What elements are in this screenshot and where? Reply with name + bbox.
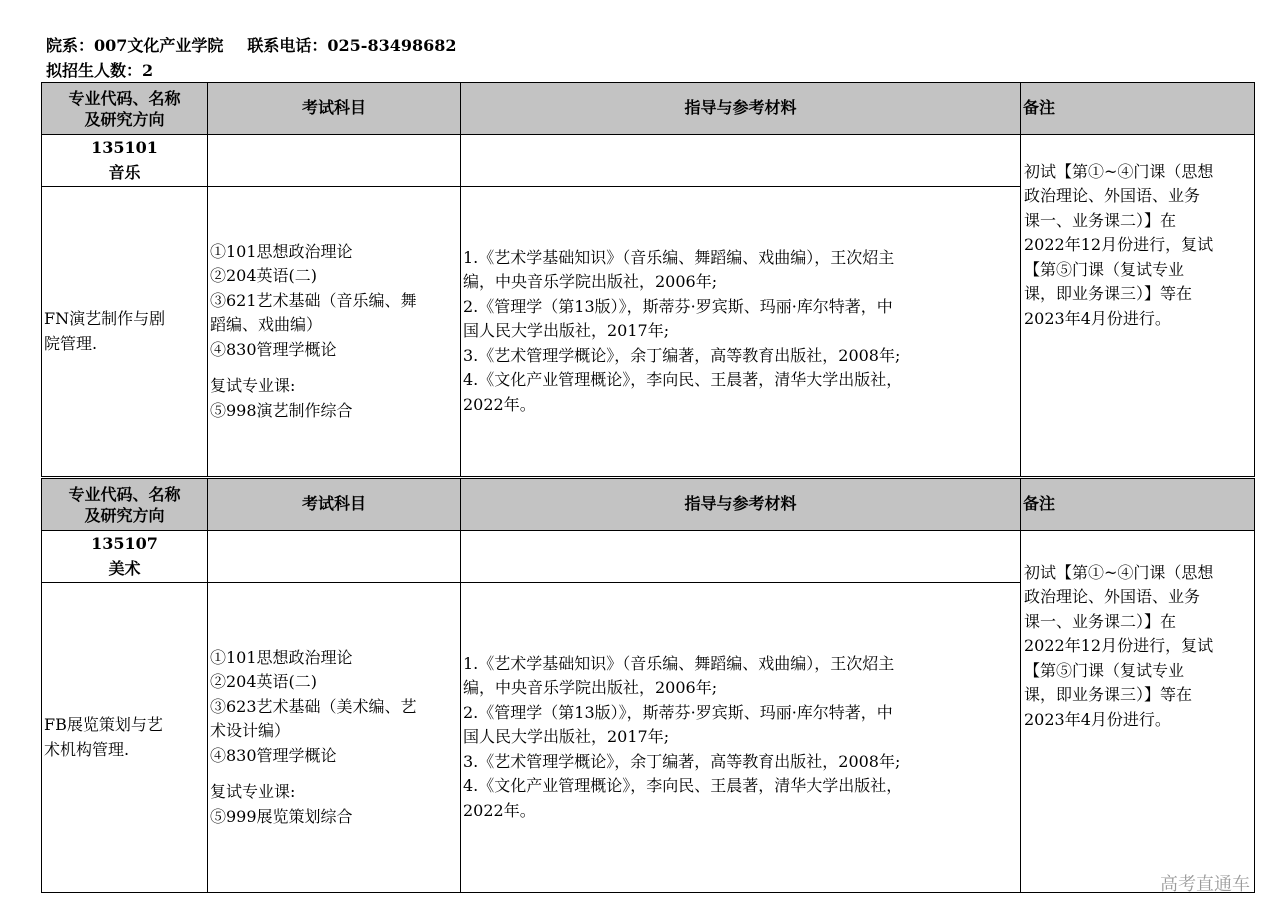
major-code-cell (42, 135, 208, 187)
remarks-cell (1021, 135, 1255, 477)
column-header-remarks: 备注 (1021, 83, 1255, 135)
exam-subject: ③621艺术基础（音乐编、舞 (210, 290, 417, 310)
reference-materials-cell (461, 187, 1021, 477)
exam-subject: ④830管理学概论 (210, 339, 337, 359)
column-header-major-line: 及研究方向 (84, 505, 165, 525)
exam-subjects-cell (208, 583, 461, 893)
watermark-text: 高考直通车 (1160, 874, 1250, 895)
column-header-subjects: 考试科目 (208, 479, 461, 531)
major-row (42, 531, 1255, 583)
column-header-major (42, 479, 208, 531)
major-name: 美术 (108, 558, 141, 578)
major-code-cell (42, 531, 208, 583)
remarks-line: 课，即业务课三）】等在 (1024, 284, 1193, 304)
column-header-major-line: 专业代码、名称 (68, 484, 181, 504)
department-label: 院系：007文化产业学院 (46, 36, 224, 55)
dept-phone-line (46, 36, 457, 56)
exam-subjects-cell (208, 187, 461, 477)
remarks-line: 2022年12月份进行，复试 (1024, 636, 1214, 656)
remarks-line: 【第⑤门课（复试专业 (1024, 259, 1185, 279)
retest-subject: ⑤998演艺制作综合 (210, 400, 353, 420)
table-header-row (42, 83, 1255, 135)
reference-material-line: 1.《艺术学基础知识》（音乐编、舞蹈编、戏曲编），王次炤主 (463, 653, 895, 673)
column-header-major-line: 及研究方向 (84, 109, 165, 129)
reference-material-line: 编，中央音乐学院出版社，2006年; (463, 678, 718, 698)
reference-material-line: 2.《管理学（第13版）》，斯蒂芬·罗宾斯、玛丽·库尔特著，中 (463, 296, 893, 316)
column-header-major-line: 专业代码、名称 (68, 88, 181, 108)
enrollment-quota: 拟招生人数：2 (46, 61, 154, 80)
column-header-remarks: 备注 (1021, 479, 1255, 531)
exam-subject: ④830管理学概论 (210, 745, 337, 765)
remarks-line: 初试【第①~④门课（思想 (1024, 161, 1214, 181)
remarks-line: 【第⑤门课（复试专业 (1024, 660, 1185, 680)
remarks-line: 2023年4月份进行。 (1024, 709, 1171, 729)
reference-material-line: 3.《艺术管理学概论》，余丁编著，高等教育出版社，2008年; (463, 345, 901, 365)
remarks-line: 课一、业务课二）】在 (1024, 611, 1177, 631)
exam-subject: ①101思想政治理论 (210, 647, 353, 667)
empty-cell (461, 135, 1021, 187)
retest-subject: ⑤999展览策划综合 (210, 806, 353, 826)
phone-label: 联系电话：025-83498682 (247, 36, 457, 55)
exam-subject: ③623艺术基础（美术编、艺 (210, 696, 417, 716)
remarks-line: 2023年4月份进行。 (1024, 308, 1171, 328)
exam-subject: ①101思想政治理论 (210, 241, 353, 261)
research-direction-cell (42, 187, 208, 477)
research-direction-cell (42, 583, 208, 893)
reference-material-line: 4.《文化产业管理概论》，李向民、王晨著，清华大学出版社， (463, 776, 903, 796)
remarks-line: 课一、业务课二）】在 (1024, 210, 1177, 230)
research-direction-line: 院管理. (44, 333, 98, 353)
reference-material-line: 编，中央音乐学院出版社，2006年; (463, 272, 718, 292)
major-name: 音乐 (108, 162, 141, 182)
remarks-line: 课，即业务课三）】等在 (1024, 685, 1193, 705)
retest-label: 复试专业课: (210, 782, 296, 802)
retest-label: 复试专业课: (210, 376, 296, 396)
remarks-line: 2022年12月份进行，复试 (1024, 235, 1214, 255)
research-direction-line: 术机构管理. (44, 739, 130, 759)
exam-subject: 术设计编） (210, 721, 291, 741)
research-direction-line: FB展览策划与艺 (44, 715, 163, 734)
major-row (42, 135, 1255, 187)
column-header-major (42, 83, 208, 135)
empty-cell (208, 135, 461, 187)
research-direction-line: FN演艺制作与剧 (44, 309, 166, 328)
exam-subject: ②204英语(二) (210, 672, 318, 692)
major-table-music (41, 82, 1255, 477)
reference-material-line: 国人民大学出版社，2017年; (463, 727, 670, 747)
exam-subject: 蹈编、戏曲编） (210, 315, 323, 335)
reference-material-line: 2.《管理学（第13版）》，斯蒂芬·罗宾斯、玛丽·库尔特著，中 (463, 702, 893, 722)
reference-material-line: 3.《艺术管理学概论》，余丁编著，高等教育出版社，2008年; (463, 751, 901, 771)
column-header-subjects: 考试科目 (208, 83, 461, 135)
remarks-line: 初试【第①~④门课（思想 (1024, 562, 1214, 582)
major-table-fine-arts (41, 478, 1255, 893)
remarks-line: 政治理论、外国语、业务 (1024, 186, 1201, 206)
reference-material-line: 4.《文化产业管理概论》，李向民、王晨著，清华大学出版社， (463, 370, 903, 390)
reference-material-line: 2022年。 (463, 800, 536, 820)
table-header-row (42, 479, 1255, 531)
empty-cell (461, 531, 1021, 583)
major-code: 135101 (91, 138, 158, 157)
reference-material-line: 1.《艺术学基础知识》（音乐编、舞蹈编、戏曲编），王次炤主 (463, 247, 895, 267)
reference-material-line: 国人民大学出版社，2017年; (463, 321, 670, 341)
major-code: 135107 (91, 534, 158, 553)
reference-materials-cell (461, 583, 1021, 893)
remarks-cell (1021, 531, 1255, 893)
empty-cell (208, 531, 461, 583)
reference-material-line: 2022年。 (463, 394, 536, 414)
column-header-materials: 指导与参考材料 (461, 83, 1021, 135)
exam-subject: ②204英语(二) (210, 266, 318, 286)
column-header-materials: 指导与参考材料 (461, 479, 1021, 531)
remarks-line: 政治理论、外国语、业务 (1024, 587, 1201, 607)
